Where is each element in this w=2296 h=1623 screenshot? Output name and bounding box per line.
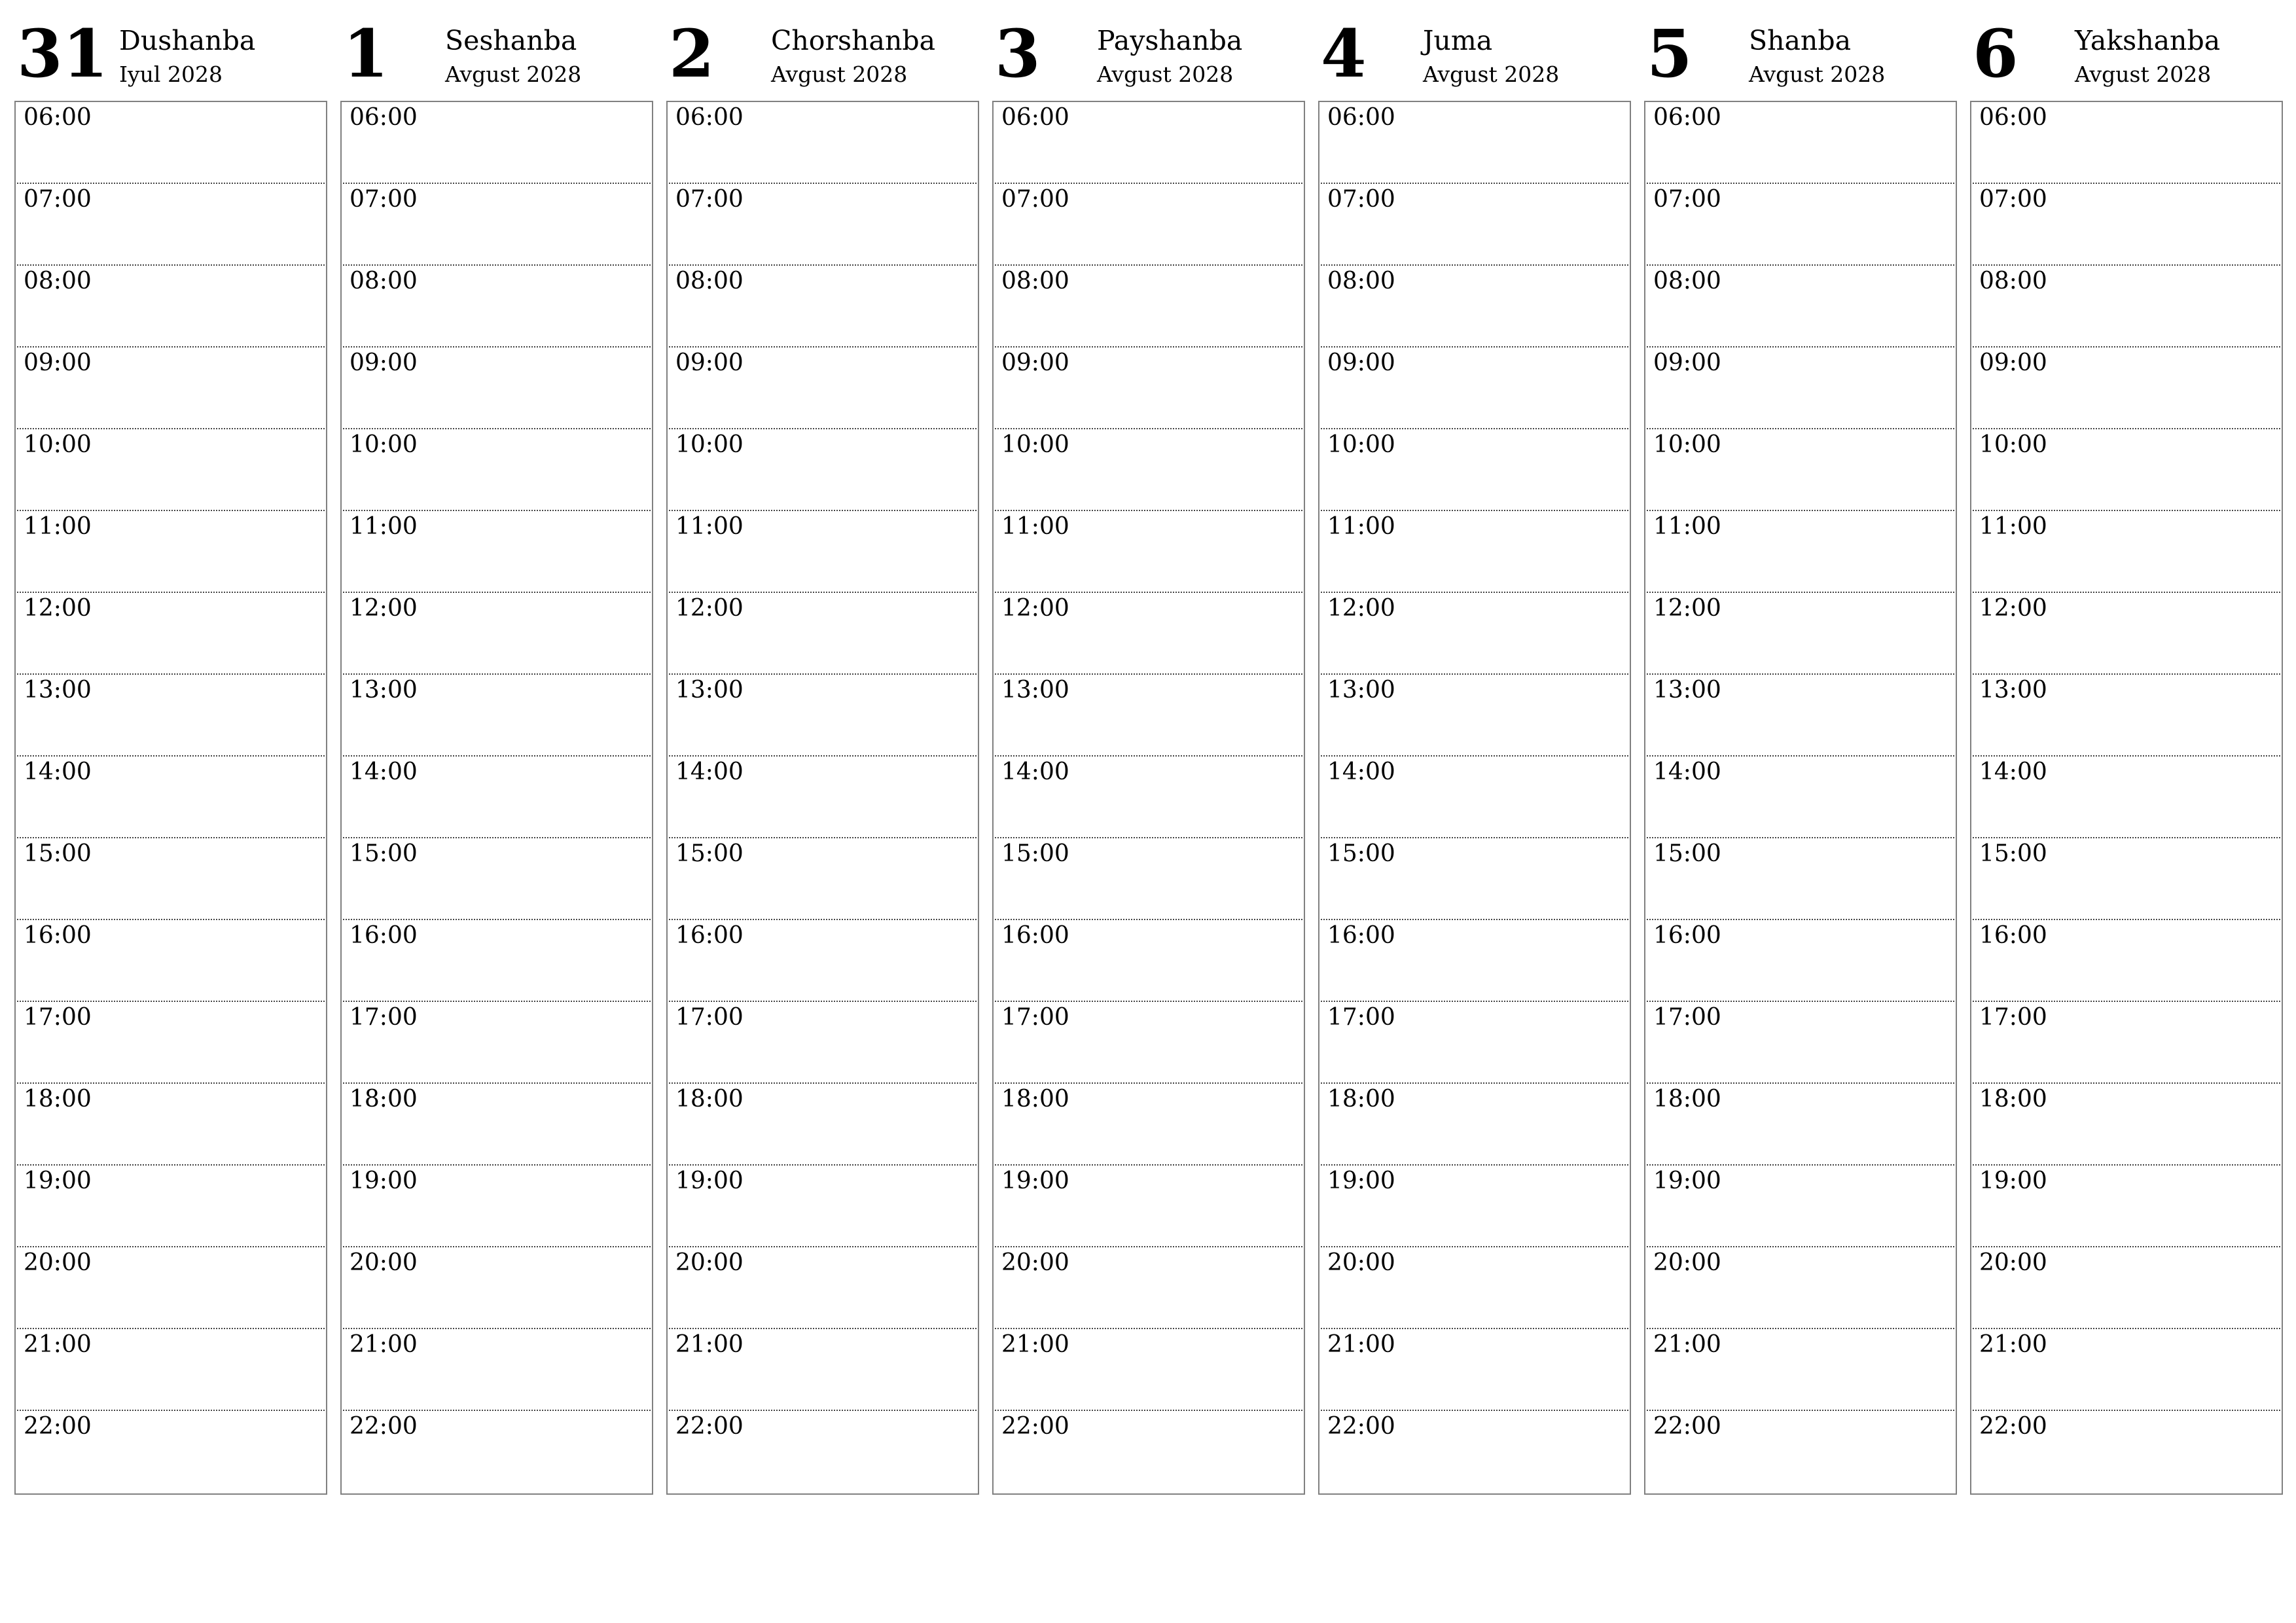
- time-slot[interactable]: [1321, 1002, 1628, 1084]
- time-slot[interactable]: [1321, 593, 1628, 675]
- time-slot[interactable]: [1973, 184, 2280, 266]
- day-header: [14, 15, 327, 101]
- time-slot[interactable]: [1647, 1084, 1954, 1166]
- time-slot[interactable]: [1321, 920, 1628, 1002]
- time-label: 20:00: [1653, 1249, 1721, 1276]
- time-slot[interactable]: [995, 1084, 1302, 1166]
- time-slot[interactable]: [343, 511, 651, 593]
- day-header: [340, 15, 653, 101]
- time-slot[interactable]: [1647, 511, 1954, 593]
- time-label: 06:00: [350, 104, 418, 131]
- day-column: [14, 15, 327, 1499]
- time-label: 20:00: [24, 1249, 92, 1276]
- time-slot[interactable]: [1973, 593, 2280, 675]
- time-slot[interactable]: [1321, 1329, 1628, 1411]
- time-label: 16:00: [1327, 922, 1395, 949]
- month-year: Avgust 2028: [1423, 62, 1560, 87]
- day-column: [1644, 15, 1957, 1499]
- time-slot[interactable]: [669, 1329, 977, 1411]
- time-slot[interactable]: [1647, 838, 1954, 920]
- time-label: 17:00: [350, 1004, 418, 1031]
- time-label: 14:00: [675, 758, 744, 785]
- time-label: 14:00: [1001, 758, 1069, 785]
- time-slot[interactable]: [995, 1002, 1302, 1084]
- time-slot[interactable]: [343, 102, 651, 184]
- time-label: 10:00: [1327, 431, 1395, 458]
- time-label: 11:00: [24, 513, 92, 540]
- time-label: 14:00: [24, 758, 92, 785]
- time-slot[interactable]: [1647, 593, 1954, 675]
- time-label: 09:00: [1653, 349, 1721, 376]
- day-column: [1318, 15, 1631, 1499]
- time-label: 17:00: [1001, 1004, 1069, 1031]
- time-label: 18:00: [1327, 1086, 1395, 1113]
- weekday-name: Payshanba: [1097, 25, 1243, 56]
- time-slot[interactable]: [1647, 920, 1954, 1002]
- day-header: [1644, 15, 1957, 101]
- time-label: 13:00: [1653, 677, 1721, 704]
- time-slot[interactable]: [669, 102, 977, 184]
- time-label: 17:00: [24, 1004, 92, 1031]
- time-slot[interactable]: [1647, 348, 1954, 429]
- time-label: 19:00: [1979, 1168, 2047, 1194]
- time-label: 08:00: [1653, 268, 1721, 294]
- time-label: 13:00: [24, 677, 92, 704]
- time-label: 21:00: [1653, 1331, 1721, 1358]
- day-schedule-box: [992, 101, 1305, 1495]
- time-slot[interactable]: [17, 1329, 325, 1411]
- time-label: 09:00: [24, 349, 92, 376]
- time-label: 15:00: [1001, 840, 1069, 867]
- time-slot[interactable]: [343, 1166, 651, 1247]
- day-header: [1970, 15, 2283, 101]
- time-label: 09:00: [675, 349, 744, 376]
- time-slot[interactable]: [17, 511, 325, 593]
- month-year: Avgust 2028: [1097, 62, 1234, 87]
- time-label: 07:00: [1327, 186, 1395, 213]
- day-column: [666, 15, 979, 1499]
- day-header: [1318, 15, 1631, 101]
- time-label: 13:00: [1327, 677, 1395, 704]
- time-label: 21:00: [1979, 1331, 2047, 1358]
- time-slot[interactable]: [995, 511, 1302, 593]
- time-label: 22:00: [1979, 1413, 2047, 1440]
- weekday-name: Dushanba: [119, 25, 256, 56]
- time-label: 20:00: [1327, 1249, 1395, 1276]
- time-label: 10:00: [350, 431, 418, 458]
- time-slot[interactable]: [995, 348, 1302, 429]
- time-label: 07:00: [350, 186, 418, 213]
- time-label: 21:00: [350, 1331, 418, 1358]
- time-slot[interactable]: [1321, 838, 1628, 920]
- day-number: 5: [1647, 15, 1693, 92]
- day-number: 31: [17, 15, 109, 92]
- time-label: 18:00: [24, 1086, 92, 1113]
- time-label: 07:00: [1979, 186, 2047, 213]
- time-slot[interactable]: [669, 1411, 977, 1493]
- time-slot[interactable]: [1321, 348, 1628, 429]
- time-slot[interactable]: [343, 266, 651, 348]
- time-slot[interactable]: [669, 920, 977, 1002]
- time-slot[interactable]: [1973, 1002, 2280, 1084]
- time-label: 13:00: [675, 677, 744, 704]
- time-slot[interactable]: [995, 593, 1302, 675]
- time-slot[interactable]: [1321, 511, 1628, 593]
- time-label: 16:00: [675, 922, 744, 949]
- time-slot[interactable]: [1647, 184, 1954, 266]
- time-slot[interactable]: [1647, 1329, 1954, 1411]
- time-slot[interactable]: [995, 184, 1302, 266]
- time-slot[interactable]: [1647, 1166, 1954, 1247]
- time-slot[interactable]: [343, 1002, 651, 1084]
- time-slot[interactable]: [669, 1166, 977, 1247]
- time-slot[interactable]: [17, 348, 325, 429]
- time-label: 16:00: [1653, 922, 1721, 949]
- day-column: [992, 15, 1305, 1499]
- time-label: 07:00: [1001, 186, 1069, 213]
- time-slot[interactable]: [995, 757, 1302, 838]
- day-number: 2: [669, 15, 715, 92]
- time-label: 19:00: [1327, 1168, 1395, 1194]
- day-number: 6: [1973, 15, 2018, 92]
- time-slot[interactable]: [995, 920, 1302, 1002]
- time-label: 09:00: [1979, 349, 2047, 376]
- weekday-name: Shanba: [1749, 25, 1852, 56]
- time-label: 11:00: [1653, 513, 1721, 540]
- time-label: 12:00: [24, 595, 92, 622]
- time-label: 22:00: [675, 1413, 744, 1440]
- time-slot[interactable]: [343, 757, 651, 838]
- time-slot[interactable]: [1321, 1411, 1628, 1493]
- time-slot[interactable]: [17, 184, 325, 266]
- time-slot[interactable]: [1647, 429, 1954, 511]
- weekday-name: Yakshanba: [2075, 25, 2221, 56]
- time-label: 19:00: [1653, 1168, 1721, 1194]
- time-slot[interactable]: [1973, 838, 2280, 920]
- time-label: 11:00: [1001, 513, 1069, 540]
- day-schedule-box: [1970, 101, 2283, 1495]
- time-slot[interactable]: [1321, 1247, 1628, 1329]
- time-label: 17:00: [1653, 1004, 1721, 1031]
- time-slot[interactable]: [343, 1329, 651, 1411]
- time-slot[interactable]: [1973, 1411, 2280, 1493]
- time-label: 21:00: [1001, 1331, 1069, 1358]
- time-label: 13:00: [350, 677, 418, 704]
- weekday-name: Seshanba: [445, 25, 577, 56]
- time-label: 22:00: [1001, 1413, 1069, 1440]
- time-label: 19:00: [675, 1168, 744, 1194]
- time-label: 10:00: [24, 431, 92, 458]
- time-label: 07:00: [24, 186, 92, 213]
- time-label: 08:00: [1979, 268, 2047, 294]
- time-slot[interactable]: [17, 757, 325, 838]
- time-slot[interactable]: [1973, 348, 2280, 429]
- time-label: 22:00: [1327, 1413, 1395, 1440]
- time-label: 08:00: [675, 268, 744, 294]
- time-label: 12:00: [675, 595, 744, 622]
- day-schedule-box: [14, 101, 327, 1495]
- time-slot[interactable]: [1973, 1084, 2280, 1166]
- time-label: 12:00: [1001, 595, 1069, 622]
- time-slot[interactable]: [17, 1247, 325, 1329]
- time-slot[interactable]: [1321, 266, 1628, 348]
- time-label: 06:00: [1327, 104, 1395, 131]
- time-label: 06:00: [1979, 104, 2047, 131]
- time-label: 13:00: [1001, 677, 1069, 704]
- time-slot[interactable]: [1973, 1329, 2280, 1411]
- time-slot[interactable]: [343, 920, 651, 1002]
- time-label: 09:00: [350, 349, 418, 376]
- time-slot[interactable]: [1647, 675, 1954, 757]
- month-year: Avgust 2028: [445, 62, 582, 87]
- time-label: 21:00: [1327, 1331, 1395, 1358]
- time-slot[interactable]: [1647, 266, 1954, 348]
- time-label: 18:00: [1001, 1086, 1069, 1113]
- time-slot[interactable]: [17, 1084, 325, 1166]
- time-slot[interactable]: [17, 1002, 325, 1084]
- time-slot[interactable]: [995, 1329, 1302, 1411]
- time-label: 18:00: [1979, 1086, 2047, 1113]
- time-slot[interactable]: [17, 1411, 325, 1493]
- time-slot[interactable]: [669, 1084, 977, 1166]
- time-label: 19:00: [24, 1168, 92, 1194]
- time-label: 15:00: [675, 840, 744, 867]
- time-label: 20:00: [675, 1249, 744, 1276]
- time-label: 19:00: [350, 1168, 418, 1194]
- month-year: Avgust 2028: [771, 62, 908, 87]
- time-slot[interactable]: [1973, 266, 2280, 348]
- time-slot[interactable]: [669, 757, 977, 838]
- time-label: 15:00: [350, 840, 418, 867]
- time-slot[interactable]: [995, 266, 1302, 348]
- time-slot[interactable]: [17, 266, 325, 348]
- time-label: 17:00: [1327, 1004, 1395, 1031]
- time-slot[interactable]: [1973, 920, 2280, 1002]
- time-label: 08:00: [1001, 268, 1069, 294]
- time-label: 19:00: [1001, 1168, 1069, 1194]
- time-label: 17:00: [675, 1004, 744, 1031]
- time-slot[interactable]: [343, 675, 651, 757]
- time-label: 08:00: [350, 268, 418, 294]
- time-slot[interactable]: [1321, 1084, 1628, 1166]
- time-slot[interactable]: [995, 429, 1302, 511]
- time-slot[interactable]: [1973, 429, 2280, 511]
- day-schedule-box: [1318, 101, 1631, 1495]
- time-label: 12:00: [350, 595, 418, 622]
- time-label: 22:00: [24, 1413, 92, 1440]
- time-label: 12:00: [1327, 595, 1395, 622]
- day-schedule-box: [340, 101, 653, 1495]
- time-label: 06:00: [1001, 104, 1069, 131]
- time-slot[interactable]: [995, 675, 1302, 757]
- time-slot[interactable]: [995, 102, 1302, 184]
- time-slot[interactable]: [1973, 102, 2280, 184]
- time-slot[interactable]: [1647, 1002, 1954, 1084]
- time-label: 20:00: [1979, 1249, 2047, 1276]
- day-number: 1: [343, 15, 389, 92]
- day-column: [1970, 15, 2283, 1499]
- time-slot[interactable]: [1321, 184, 1628, 266]
- time-label: 22:00: [1653, 1413, 1721, 1440]
- time-slot[interactable]: [343, 1247, 651, 1329]
- time-slot[interactable]: [17, 838, 325, 920]
- time-label: 08:00: [1327, 268, 1395, 294]
- time-label: 09:00: [1327, 349, 1395, 376]
- time-label: 18:00: [350, 1086, 418, 1113]
- time-slot[interactable]: [343, 593, 651, 675]
- time-label: 10:00: [1001, 431, 1069, 458]
- time-label: 17:00: [1979, 1004, 2047, 1031]
- time-slot[interactable]: [343, 348, 651, 429]
- time-slot[interactable]: [669, 1002, 977, 1084]
- time-label: 11:00: [1979, 513, 2047, 540]
- time-slot[interactable]: [343, 429, 651, 511]
- time-slot[interactable]: [1973, 1166, 2280, 1247]
- time-label: 15:00: [1979, 840, 2047, 867]
- time-slot[interactable]: [343, 838, 651, 920]
- month-year: Avgust 2028: [1749, 62, 1886, 87]
- time-slot[interactable]: [17, 593, 325, 675]
- time-slot[interactable]: [1647, 757, 1954, 838]
- day-number: 4: [1321, 15, 1367, 92]
- time-label: 12:00: [1979, 595, 2047, 622]
- weekly-planner: [14, 15, 2292, 1499]
- time-slot[interactable]: [1321, 429, 1628, 511]
- time-slot[interactable]: [17, 429, 325, 511]
- time-label: 07:00: [1653, 186, 1721, 213]
- time-label: 08:00: [24, 268, 92, 294]
- month-year: Iyul 2028: [119, 62, 223, 87]
- time-label: 21:00: [675, 1331, 744, 1358]
- month-year: Avgust 2028: [2075, 62, 2212, 87]
- day-schedule-box: [666, 101, 979, 1495]
- time-slot[interactable]: [343, 1411, 651, 1493]
- weekday-name: Juma: [1423, 25, 1493, 56]
- time-label: 09:00: [1001, 349, 1069, 376]
- time-label: 22:00: [350, 1413, 418, 1440]
- day-column: [340, 15, 653, 1499]
- time-slot[interactable]: [995, 1247, 1302, 1329]
- weekday-name: Chorshanba: [771, 25, 936, 56]
- time-slot[interactable]: [1321, 675, 1628, 757]
- time-label: 12:00: [1653, 595, 1721, 622]
- time-label: 10:00: [675, 431, 744, 458]
- time-slot[interactable]: [1973, 1247, 2280, 1329]
- day-header: [666, 15, 979, 101]
- time-label: 20:00: [1001, 1249, 1069, 1276]
- time-label: 10:00: [1653, 431, 1721, 458]
- time-slot[interactable]: [17, 1166, 325, 1247]
- time-slot[interactable]: [669, 1247, 977, 1329]
- time-label: 16:00: [350, 922, 418, 949]
- time-slot[interactable]: [1973, 757, 2280, 838]
- time-label: 16:00: [1979, 922, 2047, 949]
- time-slot[interactable]: [669, 266, 977, 348]
- time-slot[interactable]: [1321, 1166, 1628, 1247]
- time-label: 11:00: [675, 513, 744, 540]
- time-label: 13:00: [1979, 677, 2047, 704]
- time-slot[interactable]: [995, 1166, 1302, 1247]
- time-label: 15:00: [1327, 840, 1395, 867]
- time-slot[interactable]: [995, 1411, 1302, 1493]
- time-slot[interactable]: [1647, 102, 1954, 184]
- time-slot[interactable]: [343, 184, 651, 266]
- time-label: 21:00: [24, 1331, 92, 1358]
- time-slot[interactable]: [17, 102, 325, 184]
- time-label: 07:00: [675, 186, 744, 213]
- time-slot[interactable]: [1973, 511, 2280, 593]
- time-slot[interactable]: [1321, 757, 1628, 838]
- time-slot[interactable]: [1973, 675, 2280, 757]
- time-label: 15:00: [1653, 840, 1721, 867]
- time-slot[interactable]: [669, 348, 977, 429]
- time-label: 10:00: [1979, 431, 2047, 458]
- time-slot[interactable]: [669, 675, 977, 757]
- time-label: 11:00: [1327, 513, 1395, 540]
- time-slot[interactable]: [17, 920, 325, 1002]
- time-slot[interactable]: [1647, 1411, 1954, 1493]
- time-label: 16:00: [24, 922, 92, 949]
- time-slot[interactable]: [669, 184, 977, 266]
- time-slot[interactable]: [995, 838, 1302, 920]
- day-schedule-box: [1644, 101, 1957, 1495]
- time-label: 20:00: [350, 1249, 418, 1276]
- time-label: 11:00: [350, 513, 418, 540]
- time-slot[interactable]: [669, 511, 977, 593]
- time-label: 15:00: [24, 840, 92, 867]
- time-slot[interactable]: [343, 1084, 651, 1166]
- time-label: 18:00: [1653, 1086, 1721, 1113]
- time-label: 14:00: [350, 758, 418, 785]
- time-label: 14:00: [1653, 758, 1721, 785]
- time-slot[interactable]: [1647, 1247, 1954, 1329]
- time-label: 06:00: [24, 104, 92, 131]
- time-label: 06:00: [675, 104, 744, 131]
- time-label: 14:00: [1327, 758, 1395, 785]
- time-slot[interactable]: [669, 429, 977, 511]
- time-slot[interactable]: [669, 838, 977, 920]
- time-label: 06:00: [1653, 104, 1721, 131]
- time-label: 14:00: [1979, 758, 2047, 785]
- day-header: [992, 15, 1305, 101]
- time-slot[interactable]: [1321, 102, 1628, 184]
- time-slot[interactable]: [669, 593, 977, 675]
- time-label: 16:00: [1001, 922, 1069, 949]
- time-slot[interactable]: [17, 675, 325, 757]
- time-label: 18:00: [675, 1086, 744, 1113]
- day-number: 3: [995, 15, 1041, 92]
